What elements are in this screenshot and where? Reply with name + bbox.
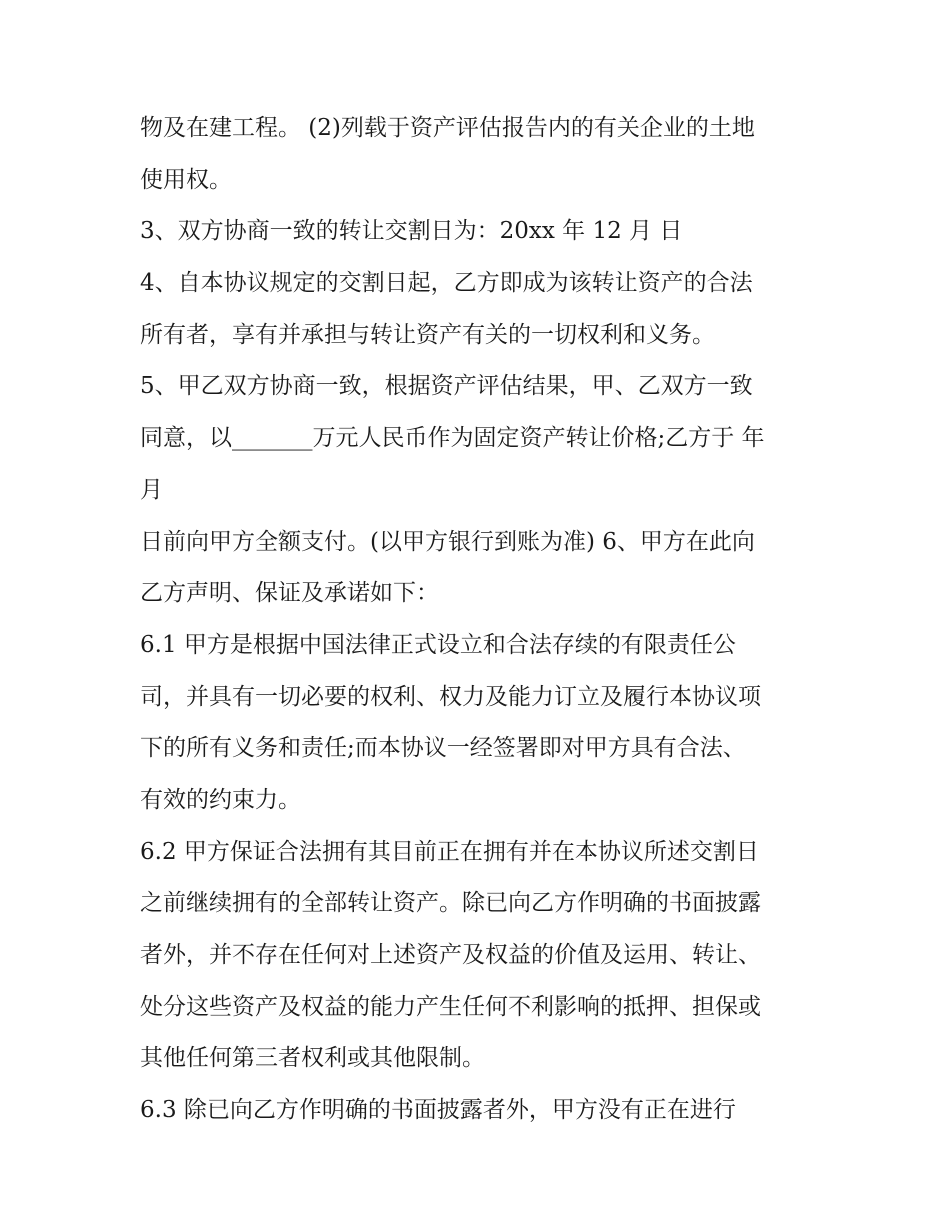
text-line: 处分这些资产及权益的能力产生任何不利影响的抵押、担保或: [140, 993, 761, 1020]
text-line: 使用权。: [140, 166, 232, 193]
text-line: 司，并具有一切必要的权利、权力及能力订立及履行本协议项: [140, 683, 761, 710]
text-line: 同意，以_______万元人民币作为固定资产转让价格;乙方于 年: [140, 425, 765, 452]
text-line: 月: [140, 476, 163, 503]
text-line: 乙方声明、保证及承诺如下：: [140, 580, 439, 607]
text-line: 物及在建工程。 (2)列载于资产评估报告内的有关企业的土地: [140, 115, 755, 141]
text-line: 3、双方协商一致的转让交割日为：20xx 年 12 月 日: [140, 218, 683, 245]
text-line: 有效的约束力。: [140, 786, 301, 813]
text-line: 4、自本协议规定的交割日起，乙方即成为该转让资产的合法: [140, 270, 753, 297]
text-line: 6.1 甲方是根据中国法律正式设立和合法存续的有限责任公: [140, 631, 736, 658]
text-line: 其他任何第三者权利或其他限制。: [140, 1045, 485, 1072]
text-line: 者外，并不存在任何对上述资产及权益的价值及运用、转让、: [140, 942, 761, 968]
text-line: 6.2 甲方保证合法拥有其目前正在拥有并在本协议所述交割日: [140, 838, 759, 865]
document-body: [140, 103, 830, 1137]
text-line: 6.3 除已向乙方作明确的书面披露者外，甲方没有正在进行: [140, 1097, 736, 1124]
text-line: 之前继续拥有的全部转让资产。除已向乙方作明确的书面披露: [140, 890, 761, 917]
text-line: 5、甲乙双方协商一致，根据资产评估结果，甲、乙双方一致: [140, 373, 753, 400]
text-line: 所有者，享有并承担与转让资产有关的一切权利和义务。: [140, 321, 715, 348]
text-line: 日前向甲方全额支付。(以甲方银行到账为准) 6、甲方在此向: [140, 528, 755, 555]
text-line: 下的所有义务和责任;而本协议一经签署即对甲方具有合法、: [140, 735, 746, 762]
